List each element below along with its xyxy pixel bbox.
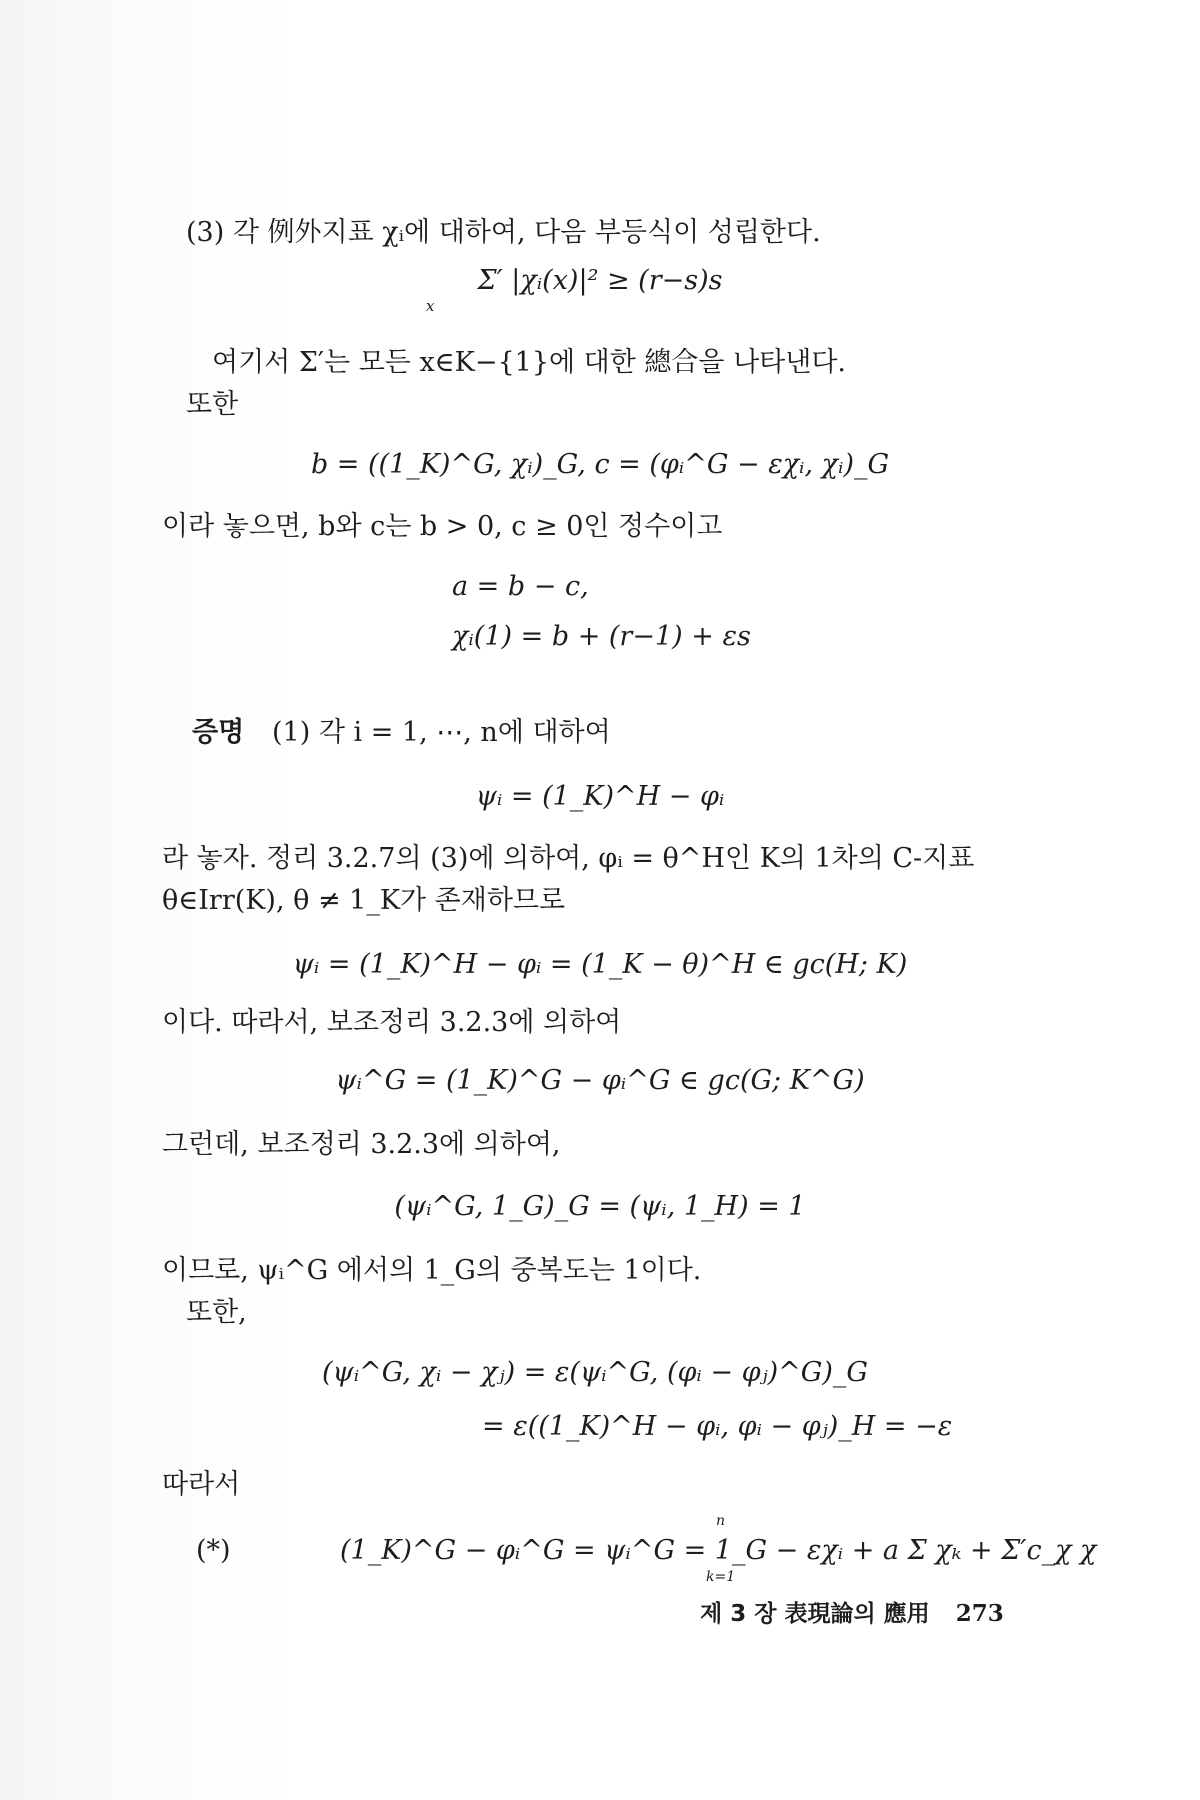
proof-line-2: θ∈Irr(K), θ ≠ 1_K가 존재하므로: [162, 885, 566, 916]
inequality: Σ′ |χᵢ(x)|² ≥ (r−s)s: [477, 265, 723, 296]
proof-start: (1) 각 i = 1, ⋯, n에 대하여: [272, 717, 611, 748]
bc-definition: b = ((1_K)^G, χᵢ)_G, c = (φᵢ^G − εχᵢ, χᵢ)_G: [310, 449, 890, 480]
equation-2: ψᵢ = (1_K)^H − φᵢ = (1_K − θ)^H ∈ gc(H; K): [292, 949, 908, 980]
star-marker: (*): [196, 1535, 231, 1566]
a-equation: a = b − c,: [452, 571, 589, 602]
equation-3: ψᵢ^G = (1_K)^G − φᵢ^G ∈ gc(G; K^G): [335, 1065, 865, 1096]
equation-5a: (ψᵢ^G, χᵢ − χⱼ) = ε(ψᵢ^G, (φᵢ − φⱼ)^G)_G: [322, 1357, 868, 1388]
proof-line-4: 그런데, 보조정리 3.2.3에 의하여,: [162, 1129, 561, 1160]
also-text: 또한: [186, 389, 239, 420]
chapter-title: 제 3 장 表現論의 應用: [700, 1601, 930, 1627]
inequality-subscript: x: [426, 297, 435, 315]
proof-line-1: 라 놓자. 정리 3.2.7의 (3)에 의하여, φᵢ = θ^H인 K의 1차의 C-지표: [162, 843, 975, 874]
proof-line-3: 이다. 따라서, 보조정리 3.2.3에 의하여: [162, 1007, 622, 1038]
part3-intro: (3) 각 例外지표 χᵢ에 대하여, 다음 부등식이 성립한다.: [186, 217, 821, 248]
page-number: 273: [955, 1600, 1004, 1627]
equation-6: (1_K)^G − φᵢ^G = ψᵢ^G = 1_G − εχᵢ + a Σ χₖ + Σ′c_χ χ: [340, 1535, 1097, 1566]
equation-6-sum-top: n: [716, 1513, 726, 1529]
bc-text: 이라 놓으면, b와 c는 b > 0, c ≥ 0인 정수이고: [162, 511, 723, 542]
sum-note: 여기서 Σ′는 모든 x∈K−{1}에 대한 總合을 나타낸다.: [212, 347, 846, 378]
equation-5b: = ε((1_K)^H − φᵢ, φᵢ − φⱼ)_H = −ε: [482, 1411, 953, 1442]
chi-equation: χᵢ(1) = b + (r−1) + εs: [452, 621, 751, 652]
page-footer: [700, 1595, 1004, 1628]
proof-line-6: 또한,: [186, 1297, 247, 1328]
proof-label: 증명: [192, 717, 245, 748]
equation-6-sum-bottom: k=1: [706, 1569, 736, 1585]
proof-line-5: 이므로, ψᵢ^G 에서의 1_G의 중복도는 1이다.: [162, 1255, 702, 1286]
proof-line-7: 따라서: [162, 1469, 241, 1500]
psi-definition: ψᵢ = (1_K)^H − φᵢ: [475, 781, 725, 812]
equation-4: (ψᵢ^G, 1_G)_G = (ψᵢ, 1_H) = 1: [394, 1191, 806, 1222]
